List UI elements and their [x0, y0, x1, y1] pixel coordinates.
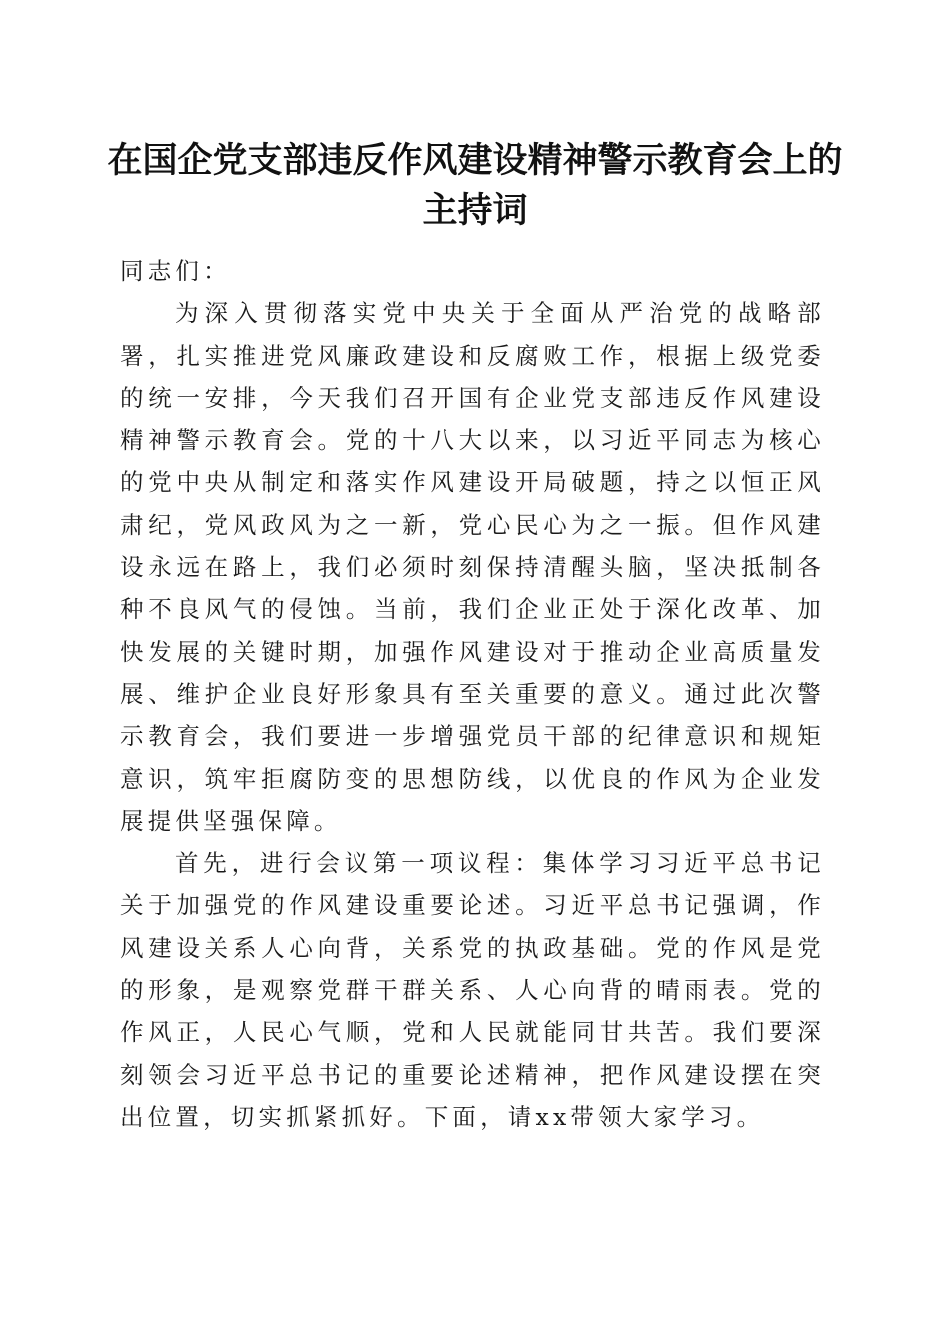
paragraph-opening: 为深入贯彻落实党中央关于全面从严治党的战略部署，扎实推进党风廉政建设和反腐败工作，根据上级党委的统一安排，今天我们召开国有企业党支部违反作风建设精神警示教育会。党的十八大以来，以习近平同志为核心的党中央从制定和落实作风建设开局破题，持之以恒正风肃纪，党风政风为之一新，党心民心为之一振。但作风建设永远在路上，我们必须时刻保持清醒头脑，坚决抵制各种不良风气的侵蚀。当前，我们企业正处于深化改革、加快发展的关键时期，加强作风建设对于推动企业高质量发展、维护企业良好形象具有至关重要的意义。通过此次警示教育会，我们要进一步增强党员干部的纪律意识和规矩意识，筑牢拒腐防变的思想防线，以优良的作风为企业发展提供坚强保障。 — [120, 299, 825, 835]
salutation: 同志们： — [120, 257, 231, 285]
paragraph-first-agenda: 首先，进行会议第一项议程：集体学习习近平总书记关于加强党的作风建设重要论述。习近平总书记强调，作风建设关系人心向背，关系党的执政基础。党的作风是党的形象，是观察党群干群关系、人心向背的晴雨表。党的作风正，人民心气顺，党和人民就能同甘共苦。我们要深刻领会习近平总书记的重要论述精神，把作风建设摆在突出位置，切实抓紧抓好。下面，请xx带领大家学习。 — [120, 849, 825, 1131]
document-title: 在国企党支部违反作风建设精神警示教育会上的主持词 — [107, 140, 843, 231]
document-body — [120, 250, 825, 1138]
